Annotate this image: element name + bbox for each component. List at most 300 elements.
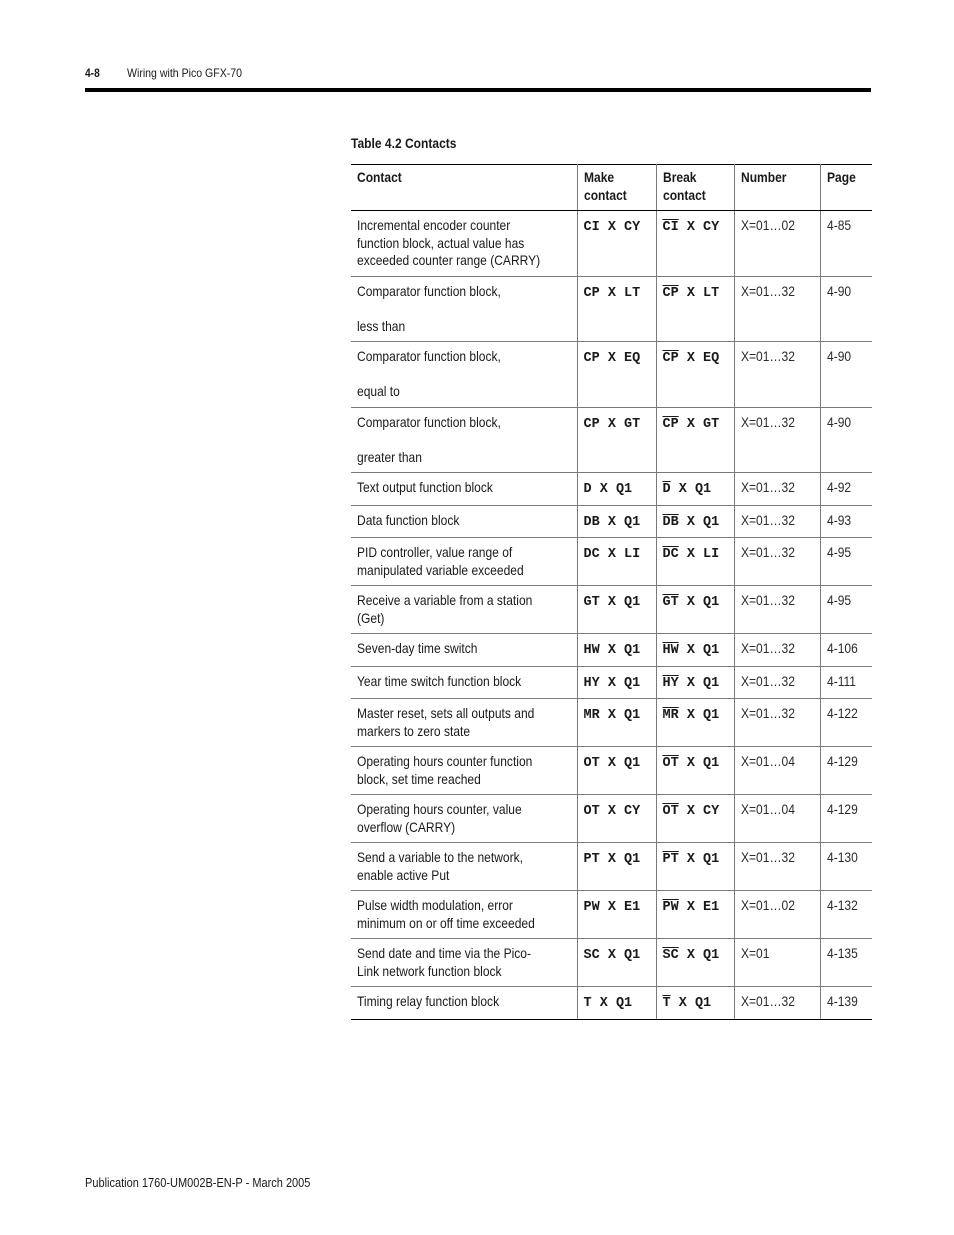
make-contact-code (584, 482, 633, 497)
column-header: Break contact (656, 165, 734, 211)
break-contact-cell (656, 666, 734, 699)
contact-operand: $\overline{HY}$ (662, 675, 679, 691)
break-contact-cell (656, 407, 734, 473)
page-cell (820, 699, 872, 747)
contact-index: X (686, 416, 695, 432)
contact-operand: $\overline{CP}$ (662, 416, 679, 432)
contact-operand: $\overline{CI}$ (662, 220, 679, 235)
table-row (351, 891, 872, 939)
table-row (351, 538, 872, 586)
make-contact-code (584, 595, 641, 610)
make-contact-code (584, 756, 641, 771)
contact-operand: $\overline{T}$ (662, 996, 671, 1011)
make-contact-cell (577, 586, 656, 634)
number-range: X=01…32 (740, 544, 795, 560)
contact-description: Master reset, sets all outputs and markers to zero state (357, 705, 535, 739)
make-contact-cell (577, 538, 656, 586)
page-cell (820, 666, 872, 699)
contact-description: Seven-day time switch (357, 640, 478, 656)
contact-suffix: LT (624, 285, 641, 301)
make-contact-code (584, 417, 641, 432)
break-contact-code (663, 547, 720, 562)
contact-index: X (686, 643, 695, 658)
contact-index: X (678, 482, 687, 497)
contact-suffix: CY (703, 220, 720, 235)
table-row (351, 211, 872, 277)
contact-operand: $\overline{OT}$ (662, 804, 679, 819)
contact-operand: $\overline{GT}$ (662, 595, 679, 610)
number-range: X=01…32 (740, 640, 795, 656)
column-header: Make contact (577, 165, 656, 211)
contact-description: Send date and time via the Pico-Link network function block (357, 945, 532, 979)
page-cell (820, 987, 872, 1020)
number-range: X=01…32 (740, 413, 795, 430)
contact-index: X (607, 547, 616, 562)
contact-suffix: Q1 (624, 643, 641, 658)
contact-suffix: CY (624, 220, 641, 235)
page-reference: 4-95 (826, 544, 851, 560)
contact-suffix: Q1 (703, 756, 720, 771)
table-row (351, 843, 872, 891)
page-cell (820, 795, 872, 843)
contact-index: X (607, 900, 616, 915)
contact-suffix: Q1 (624, 708, 641, 723)
table-caption: Table 4.2 Contacts (351, 135, 457, 151)
number-range: X=01…32 (740, 282, 795, 299)
header-rule (85, 88, 871, 92)
number-range: X=01 (740, 945, 769, 961)
number-cell (734, 987, 820, 1020)
contact-description: Timing relay function block (357, 993, 500, 1009)
table-row (351, 473, 872, 506)
number-cell (734, 666, 820, 699)
make-contact-cell (577, 891, 656, 939)
break-contact-code (663, 482, 712, 497)
contact-operand: $\overline{HW}$ (662, 643, 679, 658)
table-row (351, 666, 872, 699)
page-cell (820, 473, 872, 506)
number-cell (734, 342, 820, 408)
contact-index: X (607, 220, 616, 235)
table-row (351, 505, 872, 538)
page-cell (820, 843, 872, 891)
contact-operand: DB (583, 514, 600, 530)
contact-index: X (607, 852, 616, 867)
make-contact-code (584, 852, 641, 867)
contact-suffix: LI (703, 547, 720, 562)
contact-operand: $\overline{PT}$ (662, 852, 679, 867)
break-contact-code (663, 948, 720, 963)
contact-index: X (599, 996, 608, 1011)
contact-description-cell (351, 666, 577, 699)
contact-description-cell (351, 699, 577, 747)
make-contact-code (584, 220, 641, 235)
table-row (351, 586, 872, 634)
break-contact-code (663, 900, 720, 915)
contact-description: Incremental encoder counter function block, actual value has exceeded counter range (CARRY) (357, 217, 541, 268)
contact-operand: $\overline{PW}$ (662, 900, 679, 915)
contact-index: X (686, 756, 695, 771)
contact-index: X (686, 900, 695, 915)
contact-operand: CP (583, 285, 600, 301)
page-reference: 4-129 (826, 753, 858, 769)
page-cell (820, 407, 872, 473)
make-contact-code (584, 351, 641, 366)
contact-index: X (607, 595, 616, 610)
contact-description: Text output function block (357, 479, 493, 495)
number-range: X=01…32 (740, 479, 795, 495)
contact-suffix: Q1 (703, 643, 720, 658)
page-reference: 4-95 (826, 592, 851, 608)
break-contact-cell (656, 211, 734, 277)
break-contact-code (663, 708, 720, 723)
make-contact-cell (577, 666, 656, 699)
contact-operand: $\overline{CP}$ (662, 351, 679, 366)
make-contact-code (584, 708, 641, 723)
contact-index: X (686, 804, 695, 819)
number-range: X=01…04 (740, 753, 795, 769)
contact-suffix: Q1 (615, 996, 633, 1011)
contact-operand: PT (583, 852, 600, 867)
make-contact-code (584, 804, 641, 819)
contact-description: Receive a variable from a station (Get) (357, 592, 533, 626)
contact-suffix: Q1 (703, 708, 720, 723)
contact-description-cell (351, 342, 577, 408)
contact-operand: $\overline{MR}$ (662, 708, 679, 723)
contact-suffix: E1 (703, 900, 720, 915)
contact-description-cell (351, 891, 577, 939)
number-range: X=01…32 (740, 849, 795, 865)
contact-index: X (607, 351, 616, 366)
contact-suffix: Q1 (694, 482, 712, 497)
make-contact-code (584, 948, 641, 963)
page-reference: 4-90 (826, 348, 851, 364)
page-reference: 4-106 (826, 640, 858, 656)
page-reference: 4-90 (826, 413, 851, 430)
number-cell (734, 891, 820, 939)
contact-index: X (686, 708, 695, 723)
number-cell (734, 795, 820, 843)
break-contact-code (663, 643, 720, 658)
make-contact-cell (577, 939, 656, 987)
table-row (351, 795, 872, 843)
page-cell (820, 342, 872, 408)
contact-description: Comparator function block, greater than (357, 413, 501, 465)
contact-suffix: Q1 (624, 595, 641, 610)
table-row (351, 939, 872, 987)
make-contact-cell (577, 211, 656, 277)
contact-suffix: LT (703, 285, 720, 301)
contact-index: X (686, 514, 695, 530)
number-range: X=01…02 (740, 897, 795, 913)
break-contact-code (663, 852, 720, 867)
contact-description-cell (351, 747, 577, 795)
contact-operand: $\overline{SC}$ (662, 948, 679, 963)
contact-operand: SC (583, 948, 600, 963)
make-contact-code (584, 996, 633, 1011)
make-contact-cell (577, 699, 656, 747)
page-reference: 4-93 (826, 511, 851, 528)
contact-description-cell (351, 276, 577, 342)
number-cell (734, 634, 820, 667)
break-contact-cell (656, 699, 734, 747)
number-range: X=01…32 (740, 705, 795, 721)
contact-suffix: E1 (624, 900, 641, 915)
contact-index: X (607, 514, 616, 530)
break-contact-cell (656, 586, 734, 634)
contacts-table (351, 164, 872, 1020)
contact-suffix: CY (624, 804, 641, 819)
make-contact-code (584, 676, 641, 691)
contact-description: Send a variable to the network, enable active Put (357, 849, 523, 883)
contact-index: X (686, 948, 695, 963)
contact-description-cell (351, 939, 577, 987)
break-contact-code (663, 515, 720, 530)
page-cell (820, 276, 872, 342)
make-contact-cell (577, 634, 656, 667)
number-cell (734, 586, 820, 634)
page-cell (820, 747, 872, 795)
number-cell (734, 843, 820, 891)
page-reference: 4-129 (826, 801, 858, 817)
page-reference: 4-132 (826, 897, 858, 913)
break-contact-code (663, 351, 720, 366)
make-contact-cell (577, 843, 656, 891)
column-header: Page (820, 165, 872, 211)
contact-description-cell (351, 843, 577, 891)
publication-footer: Publication 1760-UM002B-EN-P - March 2005 (85, 1176, 311, 1190)
break-contact-cell (656, 473, 734, 506)
break-contact-cell (656, 891, 734, 939)
contact-description-cell (351, 211, 577, 277)
page-reference: 4-130 (826, 849, 858, 865)
contact-description: Operating hours counter, value overflow (CARRY) (357, 801, 522, 835)
contact-suffix: Q1 (703, 514, 720, 530)
number-range: X=01…04 (740, 801, 795, 817)
page-number: 4-8 (85, 66, 100, 80)
contact-operand: $\overline{D}$ (662, 482, 671, 497)
contact-operand: GT (583, 595, 600, 610)
contact-suffix: Q1 (624, 675, 641, 691)
page-cell (820, 586, 872, 634)
contact-index: X (686, 285, 695, 301)
contact-index: X (678, 996, 687, 1011)
number-range: X=01…32 (740, 672, 795, 689)
contact-description-cell (351, 586, 577, 634)
contact-index: X (607, 643, 616, 658)
contact-operand: CP (583, 351, 600, 366)
contact-operand: $\overline{OT}$ (662, 756, 679, 771)
break-contact-cell (656, 538, 734, 586)
contact-description-cell (351, 634, 577, 667)
contact-description: Pulse width modulation, error minimum on or off time exceeded (357, 897, 535, 931)
table-row (351, 276, 872, 342)
contact-index: X (686, 675, 695, 691)
make-contact-code (584, 515, 641, 530)
make-contact-code (584, 643, 641, 658)
number-range: X=01…32 (740, 592, 795, 608)
page-cell (820, 634, 872, 667)
contact-operand: HY (583, 675, 600, 691)
page-cell (820, 939, 872, 987)
table-row (351, 987, 872, 1020)
contact-description-cell (351, 538, 577, 586)
contact-description-cell (351, 795, 577, 843)
page-cell (820, 211, 872, 277)
break-contact-cell (656, 342, 734, 408)
contact-description: PID controller, value range of manipulated variable exceeded (357, 544, 524, 578)
break-contact-cell (656, 505, 734, 538)
contact-index: X (607, 416, 616, 432)
page-reference: 4-90 (826, 282, 851, 299)
number-cell (734, 939, 820, 987)
page-reference: 4-122 (826, 705, 858, 721)
contact-suffix: Q1 (694, 996, 712, 1011)
contact-index: X (607, 756, 616, 771)
page-reference: 4-135 (826, 945, 858, 961)
make-contact-cell (577, 407, 656, 473)
number-cell (734, 505, 820, 538)
number-cell (734, 538, 820, 586)
table-row (351, 342, 872, 408)
make-contact-cell (577, 342, 656, 408)
number-range: X=01…32 (740, 511, 795, 528)
contact-suffix: Q1 (703, 675, 720, 691)
contact-index: X (686, 595, 695, 610)
contact-operand: D (583, 482, 592, 497)
table-row (351, 699, 872, 747)
contact-operand: $\overline{DB}$ (662, 514, 679, 530)
break-contact-code (663, 220, 720, 235)
page-reference: 4-85 (826, 217, 851, 233)
make-contact-cell (577, 505, 656, 538)
number-cell (734, 747, 820, 795)
contact-suffix: Q1 (624, 948, 641, 963)
contact-suffix: Q1 (624, 514, 641, 530)
contact-operand: PW (583, 900, 600, 915)
contact-suffix: Q1 (703, 595, 720, 610)
contact-suffix: GT (703, 416, 720, 432)
page-reference: 4-139 (826, 993, 858, 1009)
contact-operand: CI (583, 220, 600, 235)
contact-index: X (686, 220, 695, 235)
contact-operand: HW (583, 643, 600, 658)
contact-index: X (607, 285, 616, 301)
page-cell (820, 505, 872, 538)
break-contact-code (663, 996, 712, 1011)
break-contact-code (663, 804, 720, 819)
contact-index: X (599, 482, 608, 497)
contact-description: Data function block (357, 511, 460, 528)
contact-index: X (607, 948, 616, 963)
contact-suffix: CY (703, 804, 720, 819)
make-contact-cell (577, 473, 656, 506)
number-cell (734, 276, 820, 342)
contact-operand: OT (583, 756, 600, 771)
contact-operand: CP (583, 416, 600, 432)
contact-index: X (686, 351, 695, 366)
contact-operand: T (583, 996, 592, 1011)
number-cell (734, 699, 820, 747)
column-header: Number (734, 165, 820, 211)
table-row (351, 634, 872, 667)
number-cell (734, 473, 820, 506)
contact-operand: $\overline{CP}$ (662, 285, 679, 301)
contact-description: Comparator function block, equal to (357, 348, 501, 399)
page-cell (820, 538, 872, 586)
break-contact-cell (656, 276, 734, 342)
make-contact-cell (577, 276, 656, 342)
contact-index: X (607, 804, 616, 819)
contact-description-cell (351, 407, 577, 473)
page-cell (820, 891, 872, 939)
make-contact-code (584, 286, 641, 301)
contact-index: X (686, 852, 695, 867)
contact-suffix: LI (624, 547, 641, 562)
number-range: X=01…32 (740, 993, 795, 1009)
page-reference: 4-111 (826, 672, 856, 689)
number-cell (734, 211, 820, 277)
contact-description: Comparator function block, less than (357, 282, 501, 334)
contact-operand: DC (583, 547, 600, 562)
make-contact-code (584, 900, 641, 915)
contact-operand: OT (583, 804, 600, 819)
contact-suffix: EQ (624, 351, 641, 366)
make-contact-cell (577, 987, 656, 1020)
make-contact-cell (577, 795, 656, 843)
contact-index: X (686, 547, 695, 562)
break-contact-cell (656, 939, 734, 987)
contact-operand: MR (583, 708, 600, 723)
contact-suffix: Q1 (703, 948, 720, 963)
number-range: X=01…32 (740, 348, 795, 364)
contact-suffix: Q1 (624, 756, 641, 771)
break-contact-code (663, 417, 720, 432)
table-header-row (351, 165, 872, 211)
make-contact-cell (577, 747, 656, 795)
break-contact-cell (656, 843, 734, 891)
contact-description-cell (351, 473, 577, 506)
table-row (351, 747, 872, 795)
contact-description: Year time switch function block (357, 672, 522, 689)
break-contact-cell (656, 634, 734, 667)
break-contact-cell (656, 795, 734, 843)
break-contact-code (663, 676, 720, 691)
column-header: Contact (351, 165, 577, 211)
contact-description-cell (351, 987, 577, 1020)
contact-suffix: EQ (703, 351, 720, 366)
contact-operand: $\overline{DC}$ (662, 547, 679, 562)
break-contact-cell (656, 747, 734, 795)
number-range: X=01…02 (740, 217, 795, 233)
contact-index: X (607, 708, 616, 723)
contact-suffix: Q1 (703, 852, 720, 867)
page-reference: 4-92 (826, 479, 851, 495)
make-contact-code (584, 547, 641, 562)
number-cell (734, 407, 820, 473)
break-contact-code (663, 756, 720, 771)
chapter-title: Wiring with Pico GFX-70 (127, 66, 243, 80)
contact-suffix: Q1 (615, 482, 633, 497)
contact-index: X (607, 675, 616, 691)
break-contact-code (663, 595, 720, 610)
table-row (351, 407, 872, 473)
break-contact-code (663, 286, 720, 301)
contact-description: Operating hours counter function block, set time reached (357, 753, 533, 787)
contact-suffix: Q1 (624, 852, 641, 867)
break-contact-cell (656, 987, 734, 1020)
contact-description-cell (351, 505, 577, 538)
